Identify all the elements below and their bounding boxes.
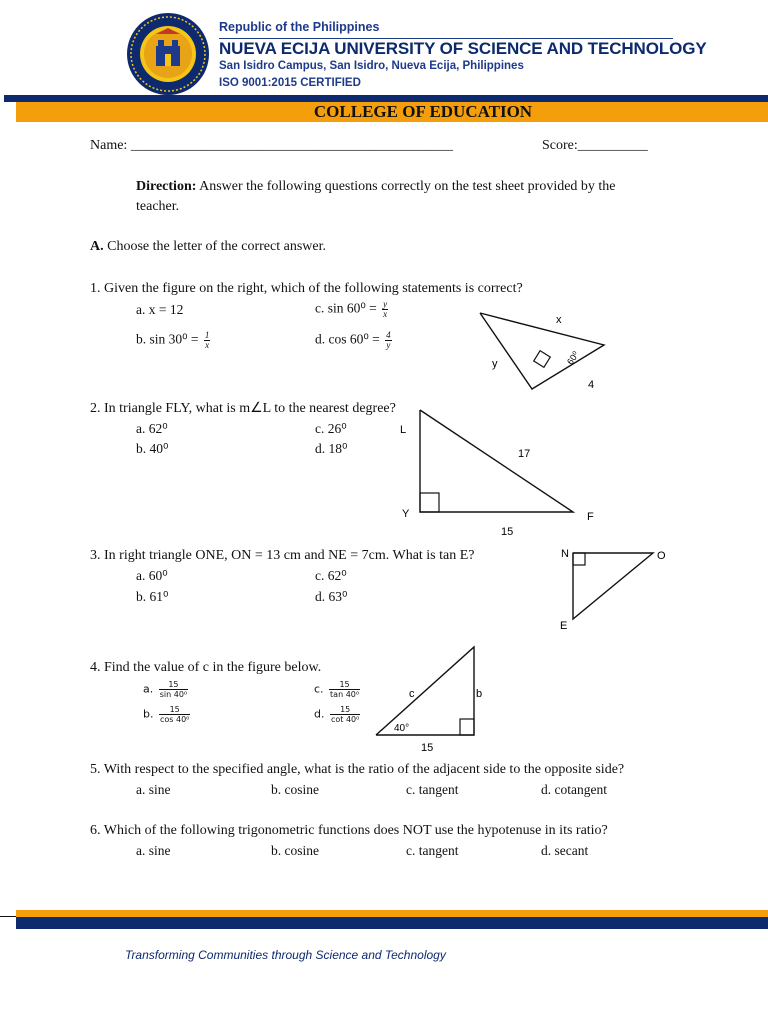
q1-choice-d-prefix: d. cos 60⁰ = xyxy=(315,331,380,347)
q1-label-4: 4 xyxy=(588,379,595,391)
q1-right-angle-mark xyxy=(534,351,551,368)
q2-triangle-edges xyxy=(420,410,573,512)
section-a-label: A. xyxy=(90,239,104,254)
q4-label-15: 15 xyxy=(421,742,434,754)
q4-choice-a[interactable] xyxy=(143,680,188,699)
header-navy-bar xyxy=(4,95,768,102)
q1-d-den: y xyxy=(386,340,391,350)
q1-label-y: y xyxy=(492,358,498,370)
direction-line-1 xyxy=(136,178,616,196)
q1-c-num: y xyxy=(383,299,388,309)
q4-label-angle: 40° xyxy=(394,723,410,734)
q4-right-angle-mark xyxy=(460,719,474,735)
q3-choice-a[interactable]: a. 60⁰ xyxy=(136,568,168,583)
q1-b-den: x xyxy=(205,340,210,350)
q1-b-num: 1 xyxy=(204,330,210,340)
q1-choice-a[interactable]: a. x = 12 xyxy=(136,302,184,317)
direction-text: Answer the following questions correctly on the test sheet provided by the xyxy=(196,179,616,194)
q1-label-angle: 60⁰ xyxy=(564,349,581,367)
q4-a-num: 15 xyxy=(159,680,188,690)
q1-choice-c-prefix: c. sin 60⁰ = xyxy=(315,300,377,316)
q3-triangle-figure xyxy=(555,543,675,633)
q4-choice-c[interactable] xyxy=(314,680,360,699)
q2-choice-b[interactable]: b. 40⁰ xyxy=(136,441,169,456)
q5-choice-b[interactable]: b. cosine xyxy=(271,782,319,797)
q1-choice-b-prefix: b. sin 30⁰ = xyxy=(136,331,199,347)
q4-triangle-figure xyxy=(370,643,495,755)
q5-choice-d[interactable]: d. cotangent xyxy=(541,782,607,797)
q1-triangle-figure xyxy=(470,305,620,395)
q4-d-den: cot 40⁰ xyxy=(330,715,360,724)
q4-label-b: b xyxy=(476,688,483,700)
direction-label: Direction: xyxy=(136,179,197,194)
q1-triangle-edges xyxy=(480,313,604,389)
question-2: 2. In triangle FLY, what is m∠L to the nearest degree? xyxy=(90,401,396,416)
q3-label-E: E xyxy=(560,620,568,632)
q4-d-num: 15 xyxy=(330,705,360,715)
q6-choice-c[interactable]: c. tangent xyxy=(406,843,459,858)
header-campus: San Isidro Campus, San Isidro, Nueva Ecija, Philippines xyxy=(219,60,524,72)
q6-choice-a[interactable]: a. sine xyxy=(136,843,171,858)
footer-orange-bar xyxy=(16,910,768,917)
section-a xyxy=(90,238,326,256)
q4-choice-a-letter: a. xyxy=(143,682,154,696)
q4-c-den: tan 40⁰ xyxy=(330,690,360,699)
q2-choice-a[interactable]: a. 62⁰ xyxy=(136,421,168,436)
question-5: 5. With respect to the specified angle, what is the ratio of the adjacent side to the opposite side? xyxy=(90,762,625,777)
q2-label-L: L xyxy=(400,424,407,436)
q3-right-angle-mark xyxy=(573,553,585,565)
footer-tagline: Transforming Communities through Science and Technology xyxy=(125,948,446,962)
q1-c-den: x xyxy=(383,309,388,319)
question-6: 6. Which of the following trigonometric functions does NOT use the hypotenuse in its ratio? xyxy=(90,823,608,838)
q5-choice-a[interactable]: a. sine xyxy=(136,782,171,797)
q1-d-num: 4 xyxy=(386,330,391,340)
q1-choice-b[interactable] xyxy=(136,331,210,350)
q4-a-den: sin 40⁰ xyxy=(159,690,188,699)
q2-triangle-figure xyxy=(395,405,610,540)
q4-choice-c-letter: c. xyxy=(314,682,324,696)
college-title: COLLEGE OF EDUCATION xyxy=(313,102,533,121)
q2-label-Y: Y xyxy=(402,508,410,520)
header-republic: Republic of the Philippines xyxy=(219,20,380,34)
q4-label-c: c xyxy=(409,688,415,700)
q3-label-O: O xyxy=(657,550,666,562)
question-1: 1. Given the figure on the right, which of the following statements is correct? xyxy=(90,281,523,296)
q1-choice-d[interactable] xyxy=(315,331,392,350)
score-field[interactable]: Score:__________ xyxy=(542,138,648,153)
q2-choice-c[interactable]: c. 26⁰ xyxy=(315,421,347,436)
q3-choice-d[interactable]: d. 63⁰ xyxy=(315,589,348,604)
q6-choice-b[interactable]: b. cosine xyxy=(271,843,319,858)
q6-choice-d[interactable]: d. secant xyxy=(541,843,589,858)
q4-b-den: cos 40⁰ xyxy=(159,715,190,724)
name-field[interactable]: Name: ______________________________________________ xyxy=(90,138,453,153)
q3-label-N: N xyxy=(561,548,569,560)
q1-label-x: x xyxy=(556,314,562,326)
q4-choice-d-letter: d. xyxy=(314,707,325,721)
q2-choice-d[interactable]: d. 18⁰ xyxy=(315,441,348,456)
section-a-text: Choose the letter of the correct answer. xyxy=(103,239,326,254)
q4-triangle-edges xyxy=(376,647,474,735)
q2-label-17: 17 xyxy=(518,448,531,460)
footer-left-rule xyxy=(0,916,16,917)
direction-line-2: teacher. xyxy=(136,199,180,214)
question-4: 4. Find the value of c in the figure below. xyxy=(90,660,322,675)
q2-label-F: F xyxy=(587,511,594,523)
header-university-name: NUEVA ECIJA UNIVERSITY OF SCIENCE AND TECHNOLOGY xyxy=(219,39,707,58)
q3-choice-c[interactable]: c. 62⁰ xyxy=(315,568,347,583)
footer-navy-bar xyxy=(16,917,768,929)
q4-b-num: 15 xyxy=(159,705,190,715)
q2-right-angle-mark xyxy=(420,493,439,512)
q1-choice-c[interactable] xyxy=(315,300,388,319)
q4-choice-b[interactable] xyxy=(143,705,190,724)
q4-c-num: 15 xyxy=(329,680,360,690)
header-iso: ISO 9001:2015 CERTIFIED xyxy=(219,77,361,89)
university-seal xyxy=(126,12,210,96)
q3-choice-b[interactable]: b. 61⁰ xyxy=(136,589,169,604)
q4-choice-d[interactable] xyxy=(314,705,360,724)
question-3: 3. In right triangle ONE, ON = 13 cm and NE = 7cm. What is tan E? xyxy=(90,548,475,563)
q5-choice-c[interactable]: c. tangent xyxy=(406,782,459,797)
q4-choice-b-letter: b. xyxy=(143,707,154,721)
q2-label-15: 15 xyxy=(501,526,514,538)
